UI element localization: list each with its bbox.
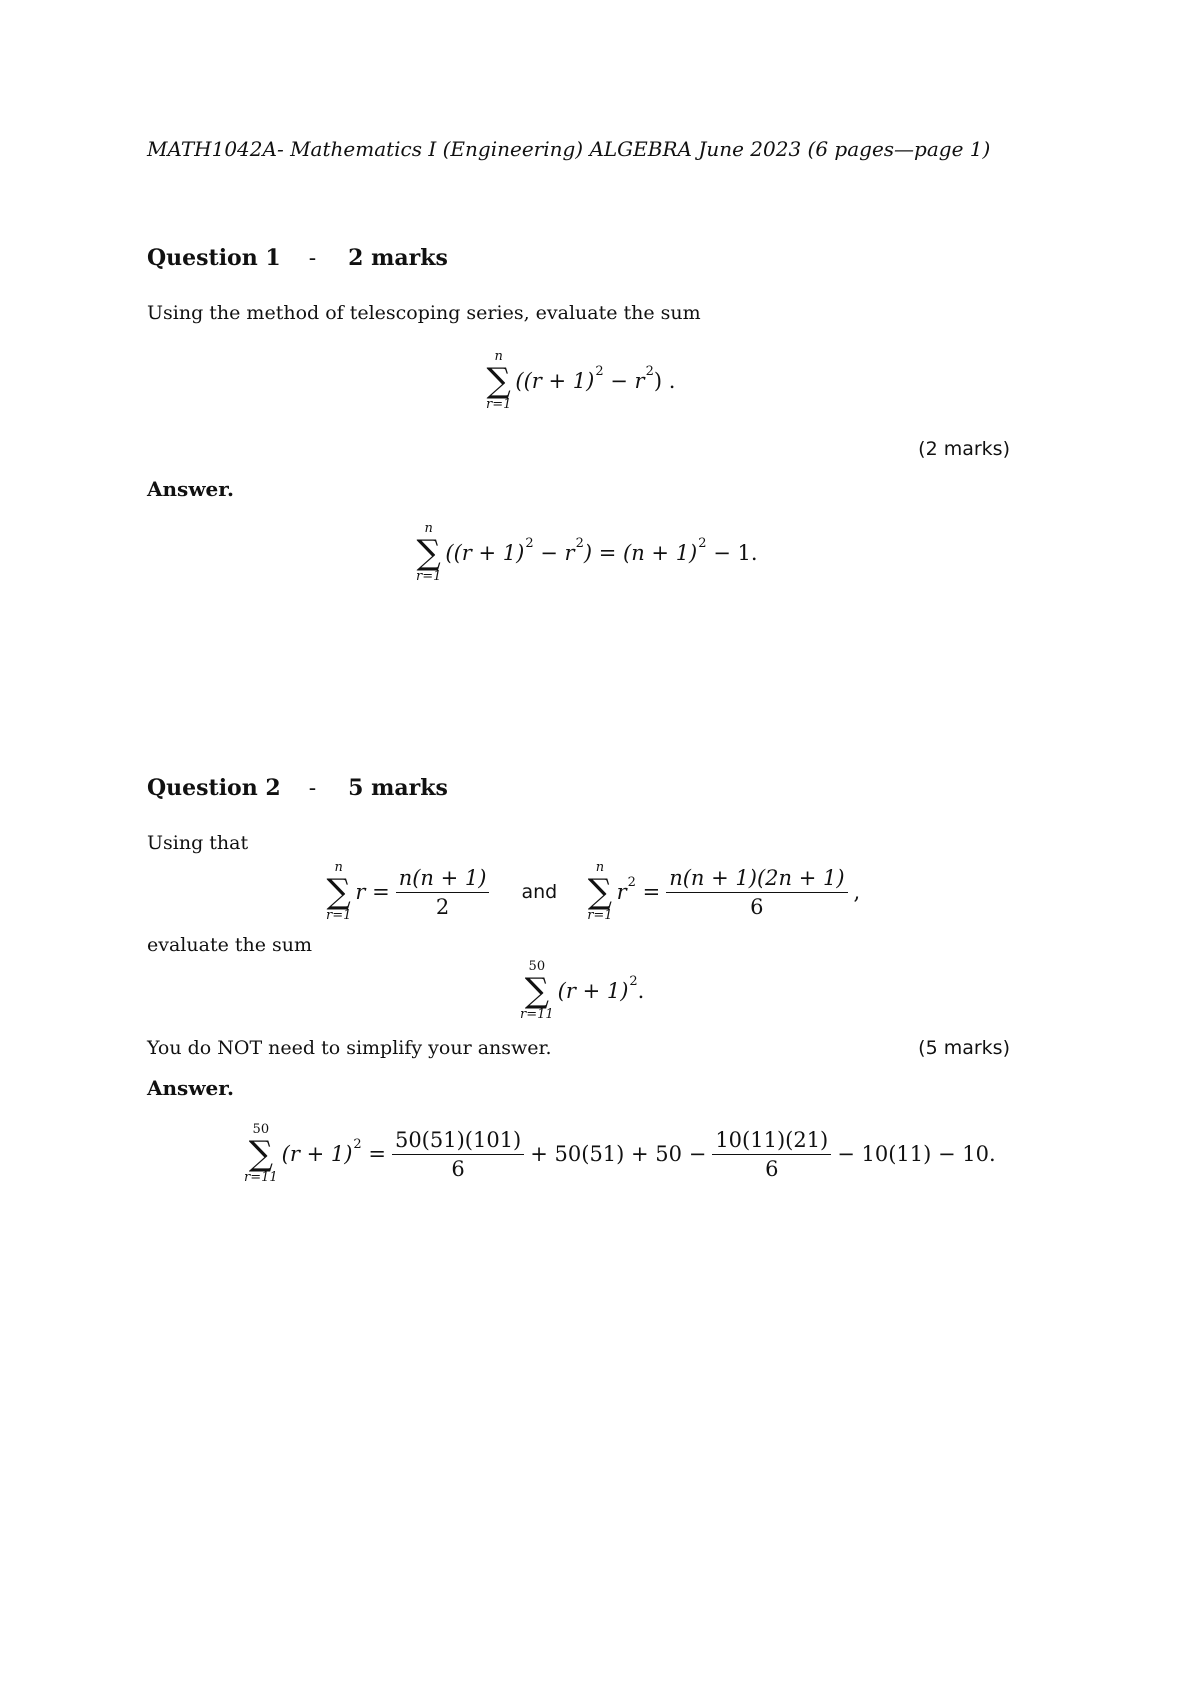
fraction <box>712 1128 831 1181</box>
sum-lower-limit: r=1 <box>587 908 613 923</box>
expr-part: − 1. <box>706 541 758 565</box>
exponent: 2 <box>698 535 707 551</box>
q2-answer-label: Answer. <box>147 1076 234 1100</box>
q2-answer-equation <box>240 1118 996 1185</box>
sum-upper-limit: 50 <box>252 1122 270 1137</box>
exponent: 2 <box>629 973 638 989</box>
heading-dash: - <box>308 776 317 801</box>
q1-answer-label: Answer. <box>147 477 234 501</box>
expr-part: (r + 1) <box>557 979 629 1003</box>
q2-marks-note: (5 marks) <box>918 1037 1010 1059</box>
exponent: 2 <box>627 874 636 890</box>
expr-part: − r <box>533 541 575 565</box>
sum-upper-limit: n <box>424 521 433 536</box>
and-text: and <box>521 881 558 903</box>
sum-lower-limit: r=1 <box>416 569 442 584</box>
expr-part: − r <box>603 369 645 393</box>
summation-symbol: 50 ∑ r=11 <box>520 959 554 1022</box>
exponent: 2 <box>645 363 654 379</box>
question-marks: 5 marks <box>348 775 448 801</box>
sum-lower-limit: r=11 <box>520 1007 554 1022</box>
question-1-prompt: Using the method of telescoping series, evaluate the sum <box>147 302 701 324</box>
expr-part: r = <box>355 880 390 904</box>
sum-upper-limit: 50 <box>528 959 546 974</box>
fraction <box>396 866 490 919</box>
exponent: 2 <box>595 363 604 379</box>
exponent: 2 <box>575 535 584 551</box>
fraction-denominator: 6 <box>750 894 764 919</box>
question-1-heading <box>147 245 448 271</box>
page-header: MATH1042A- Mathematics I (Engineering) ALGEBRA June 2023 (6 pages—page 1) <box>147 137 991 161</box>
exponent: 2 <box>353 1136 362 1152</box>
expr-part: = <box>361 1142 386 1166</box>
expr-part: = <box>635 880 661 904</box>
sum-lower-limit: r=1 <box>326 908 352 923</box>
fraction <box>392 1128 524 1181</box>
fraction-denominator: 6 <box>451 1156 465 1181</box>
expr-part: − 10(11) − 10. <box>837 1142 996 1166</box>
sum-upper-limit: n <box>595 860 605 875</box>
expr-part: r <box>616 880 627 904</box>
q2-sum-equation <box>516 955 644 1022</box>
question-marks: 2 marks <box>348 245 448 271</box>
fraction-denominator: 2 <box>435 894 450 919</box>
question-2-prompt: Using that <box>147 832 249 854</box>
fraction-denominator: 6 <box>765 1156 779 1181</box>
summation-symbol: n ∑ r=1 <box>587 860 613 923</box>
fraction-numerator: 50(51)(101) <box>392 1128 524 1155</box>
expr-part: ((r + 1) <box>445 541 525 565</box>
question-2-heading <box>147 775 448 801</box>
fraction <box>666 866 847 919</box>
summation-symbol: n ∑ r=1 <box>486 349 512 412</box>
fraction-numerator: n(n + 1) <box>396 866 490 893</box>
exponent: 2 <box>525 535 534 551</box>
heading-dash: - <box>308 246 317 271</box>
expr-part: , <box>853 880 861 904</box>
sum-upper-limit: n <box>494 349 503 364</box>
sum-upper-limit: n <box>334 860 343 875</box>
sum-lower-limit: r=1 <box>486 397 512 412</box>
summation-symbol: 50 ∑ r=11 <box>244 1122 278 1185</box>
expr-part: ) . <box>653 369 676 393</box>
sum-lower-limit: r=11 <box>244 1170 278 1185</box>
question-title: Question 1 <box>147 245 281 271</box>
q2-formulas <box>322 856 860 923</box>
expr-part: ) = (n + 1) <box>583 541 698 565</box>
expr-part: ((r + 1) <box>515 369 595 393</box>
expr-part: + 50(51) + 50 − <box>530 1142 707 1166</box>
q1-answer-equation <box>412 517 758 584</box>
q1-sum-equation <box>482 345 675 412</box>
question-2-prompt-2: evaluate the sum <box>147 934 313 956</box>
q2-note: You do NOT need to simplify your answer. <box>147 1037 552 1059</box>
summation-symbol: n ∑ r=1 <box>326 860 352 923</box>
expr-part: . <box>637 979 645 1003</box>
question-title: Question 2 <box>147 775 281 801</box>
expr-part: (r + 1) <box>281 1142 353 1166</box>
q1-marks-note: (2 marks) <box>918 438 1010 460</box>
summation-symbol: n ∑ r=1 <box>416 521 442 584</box>
fraction-numerator: 10(11)(21) <box>712 1128 831 1155</box>
fraction-numerator: n(n + 1)(2n + 1) <box>666 866 847 893</box>
